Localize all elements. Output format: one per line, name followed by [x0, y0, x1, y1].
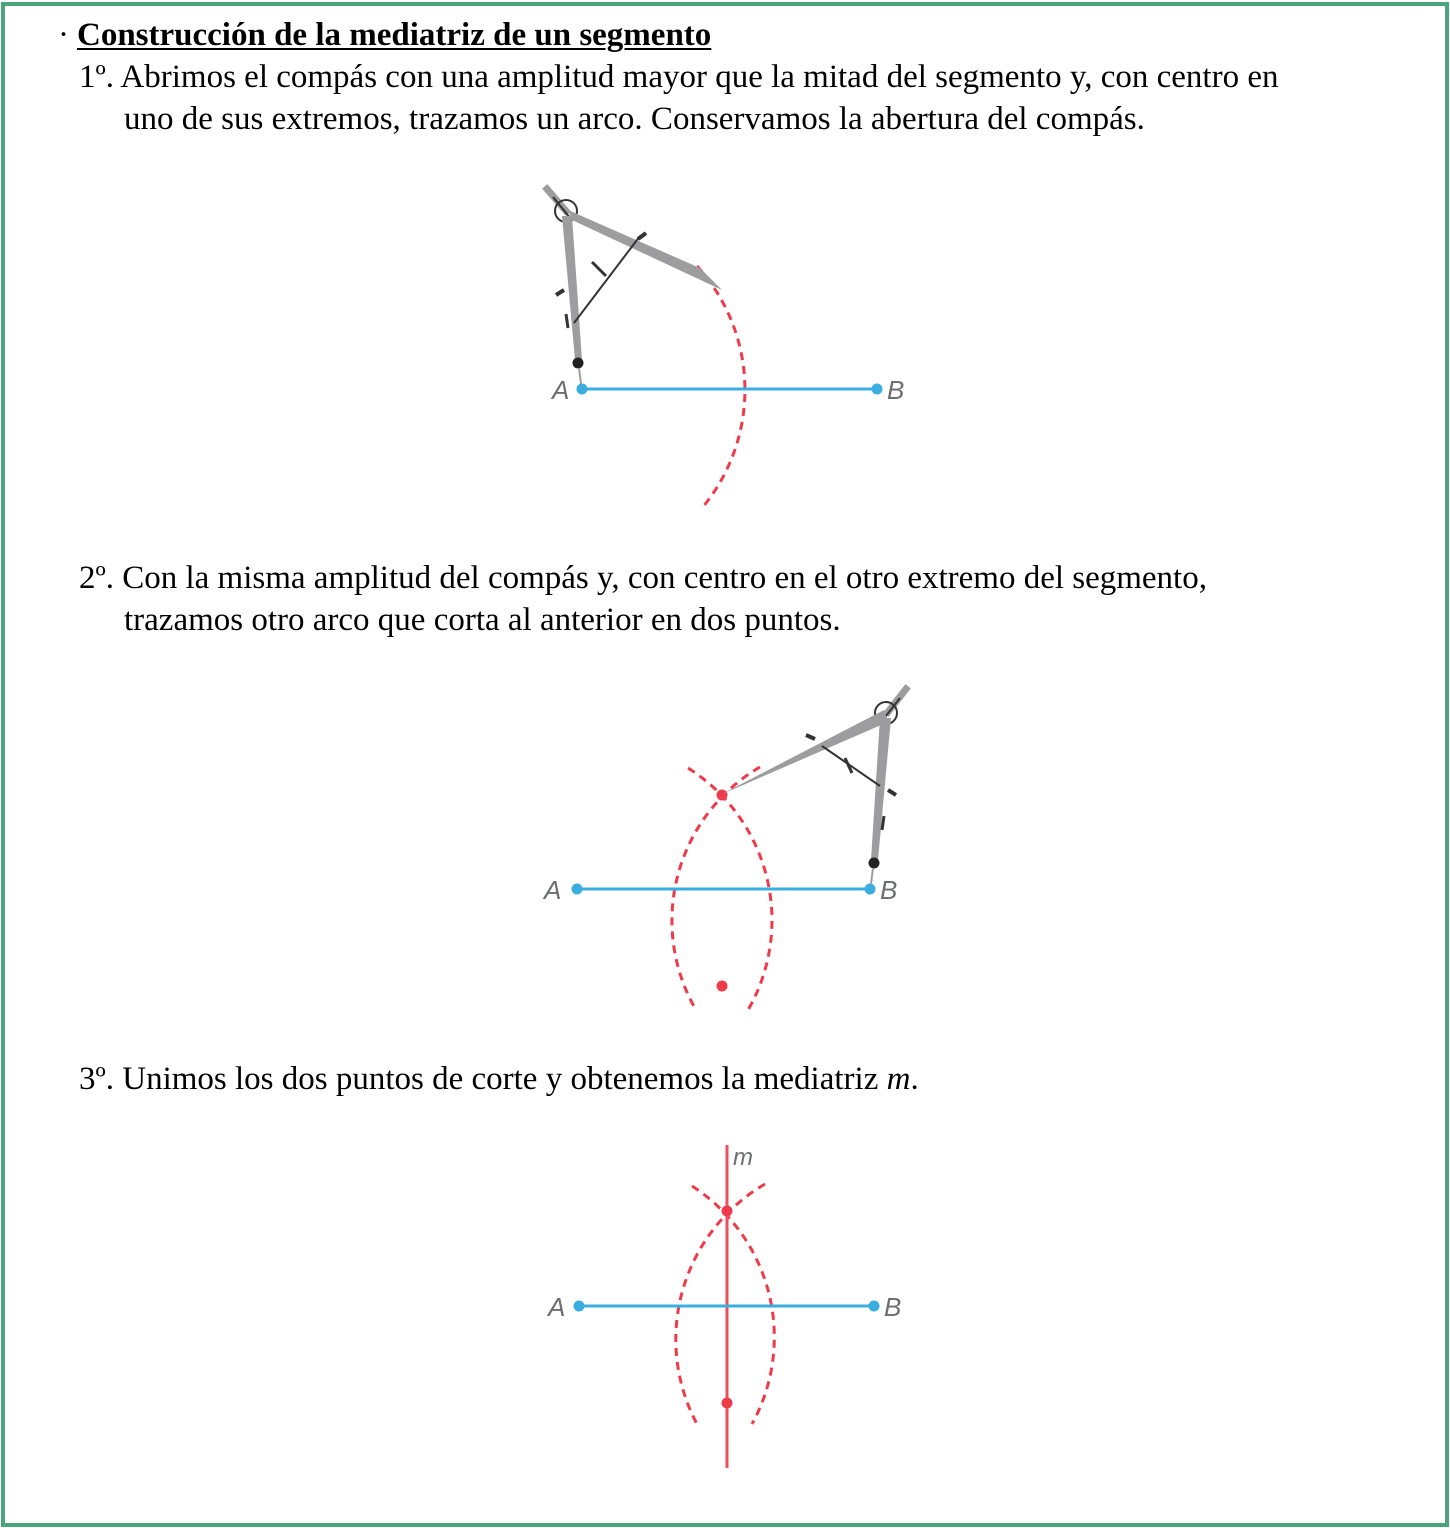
- title-bullet: ·: [58, 17, 69, 53]
- fig2-label-b: B: [880, 875, 898, 905]
- step-1-number: 1º.: [79, 59, 114, 95]
- step-3-text-1: Unimos los dos puntos de corte y obtenemos la mediatriz: [122, 1061, 887, 1097]
- step-1-text-1: Abrimos el compás con una amplitud mayor que la mitad del segmento y, con centro en: [120, 59, 1279, 95]
- document-frame: [1, 2, 1449, 1527]
- fig2-label-a: A: [544, 875, 562, 905]
- step-2-text-2: trazamos otro arco que corta al anterior en dos puntos.: [124, 602, 841, 638]
- section-title: [58, 14, 711, 56]
- fig1-label-b: B: [887, 375, 905, 405]
- fig3-label-m: m: [733, 1144, 753, 1171]
- step-3-end: .: [910, 1061, 919, 1097]
- step-3-number: 3º.: [79, 1061, 114, 1097]
- fig3-label-b: B: [884, 1292, 902, 1322]
- step-3-italic-m: m: [886, 1061, 911, 1097]
- fig3-label-a: A: [548, 1292, 566, 1322]
- step-3-line-1: [79, 1058, 919, 1100]
- fig1-label-a: A: [552, 375, 570, 405]
- step-2-text-1: Con la misma amplitud del compás y, con centro en el otro extremo del segmento,: [122, 560, 1207, 596]
- step-1-line-1: [79, 56, 1278, 98]
- step-2-number: 2º.: [79, 560, 114, 596]
- title-text: Construcción de la mediatriz de un segmento: [77, 17, 712, 53]
- step-2-line-1: [79, 557, 1207, 599]
- step-1-text-2: uno de sus extremos, trazamos un arco. Conservamos la abertura del compás.: [124, 101, 1145, 137]
